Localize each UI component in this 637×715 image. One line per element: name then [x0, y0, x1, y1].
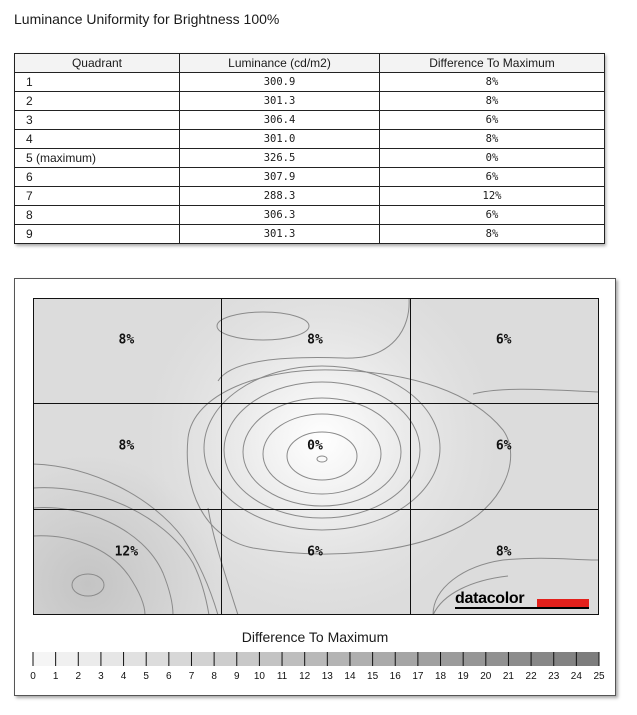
scale-swatch — [463, 652, 486, 666]
scale-tick-label: 24 — [570, 671, 582, 682]
scale-swatch — [350, 652, 373, 666]
scale-tick-label: 11 — [276, 671, 288, 682]
scale-swatch — [56, 652, 79, 666]
scale-tick-label: 2 — [75, 671, 82, 682]
scale-title: Difference To Maximum — [241, 629, 389, 645]
table-row — [15, 130, 605, 149]
cell-difference: 0% — [380, 149, 605, 168]
quadrant-label-9: 8% — [495, 544, 512, 560]
logo-red-bar — [537, 599, 589, 607]
scale-swatch — [418, 652, 441, 666]
difference-scale — [15, 649, 615, 683]
scale-swatch — [169, 652, 192, 666]
scale-swatch — [78, 652, 101, 666]
scale-tick-label: 5 — [143, 671, 149, 682]
scale-swatch — [124, 652, 147, 666]
cell-difference: 8% — [380, 225, 605, 244]
scale-swatch — [395, 652, 418, 666]
cell-quadrant: 9 — [15, 225, 180, 244]
luminance-table — [14, 53, 605, 244]
cell-quadrant: 7 — [15, 187, 180, 206]
scale-swatch — [237, 652, 260, 666]
scale-tick-label: 14 — [344, 671, 356, 682]
quadrant-label-3: 6% — [495, 332, 512, 348]
cell-luminance: 301.0 — [180, 130, 380, 149]
scale-swatch — [554, 652, 577, 666]
scale-swatch — [214, 652, 237, 666]
table-row — [15, 206, 605, 225]
scale-tick-label: 19 — [457, 671, 469, 682]
quadrant-label-7: 12% — [114, 544, 139, 560]
quadrant-label-1: 8% — [118, 332, 135, 348]
scale-tick-label: 0 — [30, 671, 36, 682]
scale-swatch — [101, 652, 124, 666]
scale-tick-label: 13 — [321, 671, 333, 682]
scale-swatch — [191, 652, 214, 666]
quadrant-label-5: 0% — [307, 438, 323, 454]
scale-tick-label: 15 — [367, 671, 379, 682]
quadrant-label-2: 8% — [307, 332, 323, 348]
scale-tick-label: 8 — [211, 671, 217, 682]
table-row — [15, 92, 605, 111]
table-header-row — [15, 54, 605, 73]
scale-swatch — [486, 652, 509, 666]
cell-difference: 8% — [380, 92, 605, 111]
scale-swatch — [146, 652, 169, 666]
cell-luminance: 306.4 — [180, 111, 380, 130]
cell-luminance: 306.3 — [180, 206, 380, 225]
scale-swatch — [531, 652, 554, 666]
cell-difference: 6% — [380, 168, 605, 187]
scale-tick-label: 20 — [480, 671, 492, 682]
scale-swatch — [305, 652, 328, 666]
cell-quadrant: 8 — [15, 206, 180, 225]
scale-swatch — [508, 652, 531, 666]
scale-swatch — [441, 652, 464, 666]
cell-quadrant: 6 — [15, 168, 180, 187]
scale-tick-label: 10 — [253, 671, 265, 682]
scale-tick-label: 21 — [502, 671, 515, 682]
cell-quadrant: 2 — [15, 92, 180, 111]
scale-tick-label: 3 — [98, 671, 104, 682]
cell-luminance: 301.3 — [180, 225, 380, 244]
cell-luminance: 300.9 — [180, 73, 380, 92]
quadrant-label-8: 6% — [307, 544, 323, 560]
scale-tick-label: 25 — [593, 671, 605, 682]
quadrant-label-4: 8% — [118, 438, 135, 454]
scale-swatch — [33, 652, 56, 666]
cell-quadrant: 3 — [15, 111, 180, 130]
scale-swatch — [259, 652, 282, 666]
cell-luminance: 288.3 — [180, 187, 380, 206]
cell-difference: 6% — [380, 111, 605, 130]
table-row — [15, 187, 605, 206]
logo-text: datacolor — [455, 590, 525, 607]
header-luminance: Luminance (cd/m2) — [180, 54, 380, 73]
header-quadrant: Quadrant — [15, 54, 180, 73]
cell-luminance: 326.5 — [180, 149, 380, 168]
scale-tick-label: 22 — [525, 671, 537, 682]
logo-underline — [455, 607, 589, 609]
scale-tick-label: 4 — [120, 671, 127, 682]
scale-tick-label: 9 — [233, 671, 240, 682]
cell-quadrant: 5 (maximum) — [15, 149, 180, 168]
cell-difference: 6% — [380, 206, 605, 225]
cell-quadrant: 4 — [15, 130, 180, 149]
luminance-table-container — [14, 53, 604, 244]
scale-tick-label: 7 — [188, 671, 195, 682]
scale-tick-label: 23 — [548, 671, 560, 682]
cell-difference: 12% — [380, 187, 605, 206]
uniformity-map-panel — [14, 278, 616, 696]
table-row — [15, 111, 605, 130]
scale-swatch — [327, 652, 350, 666]
scale-tick-label: 12 — [299, 671, 311, 682]
scale-swatch — [373, 652, 396, 666]
scale-tick-label: 18 — [434, 671, 447, 682]
cell-luminance: 307.9 — [180, 168, 380, 187]
cell-luminance: 301.3 — [180, 92, 380, 111]
table-row — [15, 149, 605, 168]
page-title: Luminance Uniformity for Brightness 100% — [14, 11, 280, 27]
scale-swatch — [282, 652, 305, 666]
scale-tick-label: 16 — [389, 671, 401, 682]
quadrant-label-6: 6% — [495, 438, 512, 454]
scale-tick-label: 6 — [166, 671, 172, 682]
scale-tick-label: 1 — [52, 671, 59, 682]
scale-swatch — [576, 652, 599, 666]
cell-difference: 8% — [380, 130, 605, 149]
cell-quadrant: 1 — [15, 73, 180, 92]
table-row — [15, 225, 605, 244]
scale-tick-label: 17 — [412, 671, 424, 682]
cell-difference: 8% — [380, 73, 605, 92]
datacolor-logo — [455, 590, 592, 610]
table-row — [15, 73, 605, 92]
header-difference: Difference To Maximum — [380, 54, 605, 73]
table-row — [15, 168, 605, 187]
